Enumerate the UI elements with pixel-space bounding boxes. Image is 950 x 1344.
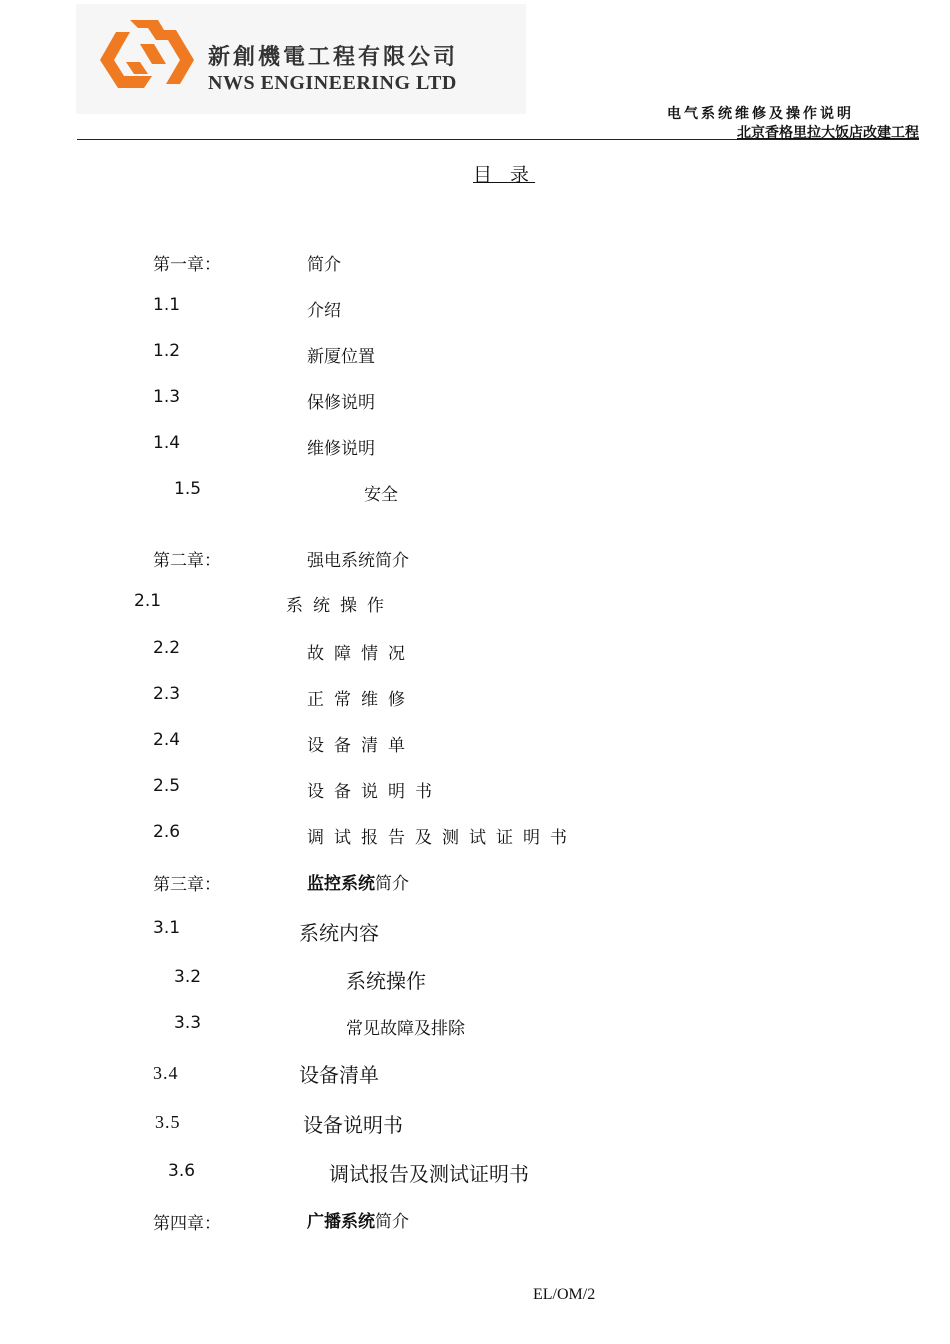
toc-entry-number: 3.4 [153,1063,179,1083]
toc-entry-title: 调试报告及测试证明书 [307,828,577,848]
toc-entry-title: 系统操作 [346,969,426,993]
toc-entry-number: 3.6 [168,1161,196,1181]
toc-entry-title: 常见故障及排除 [346,1019,465,1039]
toc-entry-number: 3.2 [174,967,202,987]
project-name: 北京香格里拉大饭店改建工程 [737,125,919,141]
toc-entry-title [307,1207,409,1232]
document-title: 电气系统维修及操作说明 [667,106,854,122]
toc-entry-title: 简介 [307,255,341,275]
page-footer-code: EL/OM/2 [533,1286,596,1303]
toc-entry-title: 保修说明 [307,393,375,413]
header-divider [77,139,919,140]
toc-entry-number: 2.4 [153,730,181,750]
toc-entry-title: 介绍 [307,301,341,321]
toc-entry-title: 调试报告及测试证明书 [329,1162,529,1186]
toc-entry-title-bold: 广播系统 [307,1212,375,1232]
toc-entry-number: 1.5 [174,479,202,499]
toc-entry-number: 第二章： [153,551,221,571]
toc-entry-number: 2.5 [153,776,181,796]
company-name-chinese: 新創機電工程有限公司 [208,44,459,70]
toc-entry-title: 系统内容 [299,921,379,945]
toc-entry-number: 1.2 [153,341,181,361]
toc-entry-number: 2.2 [153,638,181,658]
toc-entry-title: 正常维修 [307,690,415,710]
toc-entry-title: 设备清单 [299,1063,379,1087]
toc-entry-title: 系统操作 [286,596,394,616]
toc-entry-number: 1.3 [153,387,181,407]
toc-entry-number: 第四章： [153,1214,221,1234]
toc-entry-number: 3.3 [174,1013,202,1033]
toc-entry-number: 第三章： [153,875,221,895]
toc-entry-number: 2.1 [134,591,162,611]
toc-entry-title [307,869,409,894]
company-logo-icon [100,18,196,94]
toc-entry-title: 安全 [364,485,398,505]
toc-entry-title: 设备说明书 [307,782,442,802]
toc-entry-title: 设备清单 [307,736,415,756]
toc-entry-number: 3.1 [153,918,181,938]
toc-entry-number: 3.5 [155,1112,181,1132]
toc-entry-number: 1.4 [153,433,181,453]
toc-entry-title: 维修说明 [307,439,375,459]
toc-entry-title-bold: 监控系统 [307,874,375,894]
toc-entry-number: 第一章： [153,255,221,275]
toc-heading: 目 录 [473,164,536,186]
toc-entry-title-rest: 简介 [375,874,409,894]
toc-entry-number: 2.3 [153,684,181,704]
toc-entry-title: 新厦位置 [307,347,375,367]
toc-entry-title: 设备说明书 [303,1113,403,1137]
toc-entry-title: 故障情况 [307,644,415,664]
company-name-english: NWS ENGINEERING LTD [208,72,457,94]
toc-entry-title-rest: 简介 [375,1212,409,1232]
toc-entry-number: 1.1 [153,295,181,315]
toc-entry-title: 强电系统简介 [307,551,409,571]
toc-entry-number: 2.6 [153,822,181,842]
